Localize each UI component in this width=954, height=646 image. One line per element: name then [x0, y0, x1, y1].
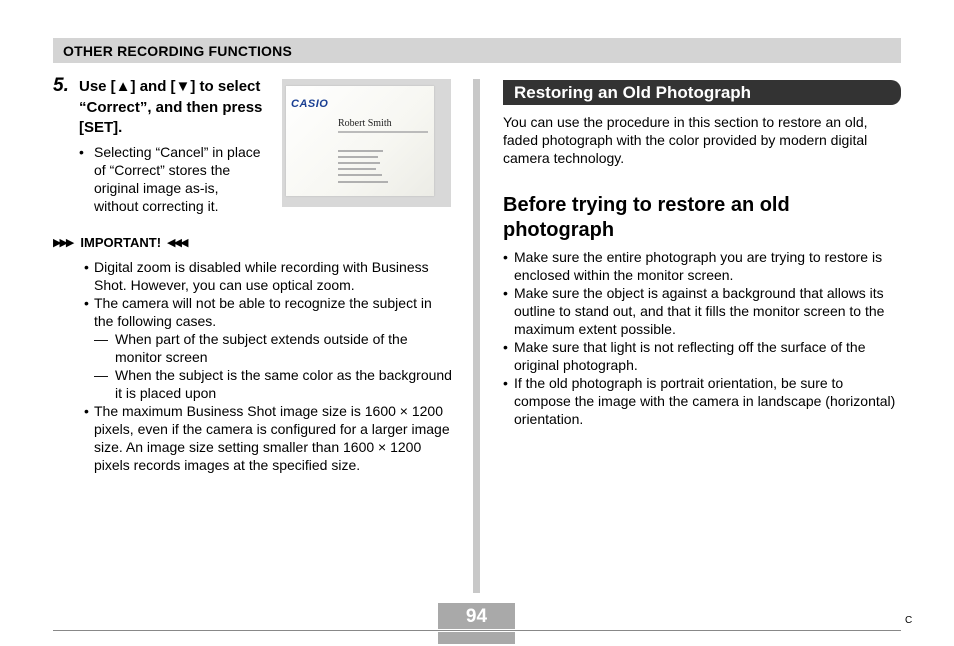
dash-icon: —	[94, 367, 108, 383]
list-item-text: Digital zoom is disabled while recording with Business Shot. However, you can use optical zoom.	[94, 259, 429, 293]
list-item	[84, 258, 452, 294]
bullet-icon: •	[503, 249, 508, 265]
page-number-box-tab	[438, 632, 515, 644]
subheading: Before trying to restore an old photograph	[503, 194, 790, 241]
list-item-text: Make sure that light is not reflecting off the surface of the original photograph.	[514, 339, 866, 373]
important-heading	[53, 235, 186, 250]
card-title-line	[338, 131, 428, 133]
sub-list-item-text: When part of the subject extends outside of the monitor screen	[115, 331, 408, 365]
sub-list-item	[84, 330, 452, 366]
bullet-icon: •	[503, 285, 508, 301]
list-item	[84, 402, 452, 474]
step-number: 5.	[53, 75, 69, 96]
important-label: IMPORTANT!	[80, 235, 162, 250]
precaution-list	[503, 248, 901, 428]
step-note	[79, 143, 264, 215]
list-item-text: The camera will not be able to recognize the subject in the following cases.	[94, 295, 432, 329]
bullet-icon: •	[503, 375, 508, 391]
page-number: 94	[465, 606, 488, 627]
chapter-title: OTHER RECORDING FUNCTIONS	[63, 43, 292, 59]
footer-rule	[53, 630, 901, 631]
arrows-right-icon: ▶▶▶	[53, 237, 73, 249]
arrows-left-icon: ◀◀◀	[167, 237, 187, 249]
list-item	[84, 294, 452, 330]
list-item-text: Make sure the entire photograph you are trying to restore is enclosed within the monitor screen.	[514, 249, 883, 283]
bullet-icon: •	[503, 339, 508, 355]
card-logo: CASIO	[291, 98, 329, 110]
section-title: Restoring an Old Photograph	[514, 83, 752, 102]
corner-mark: C	[905, 615, 913, 626]
card-text-line	[338, 162, 380, 164]
bullet-icon: •	[84, 403, 89, 419]
card-text-line	[338, 168, 376, 170]
card-text-line	[338, 150, 383, 152]
step-instruction: Use [▲] and [▼] to select “Correct”, and then press [SET].	[79, 78, 263, 136]
card-text-line	[338, 156, 378, 158]
list-item	[503, 248, 901, 284]
list-item-text: The maximum Business Shot image size is 1600 × 1200 pixels, even if the camera is configured for a larger image size. An image size setting smaller than 1600 × 1200 pixels records images at the specified size.	[94, 403, 450, 473]
list-item	[503, 284, 901, 338]
step-note-text: Selecting “Cancel” in place of “Correct” stores the original image as-is, without correcting it.	[94, 144, 261, 214]
bullet-icon: •	[84, 295, 89, 311]
list-item	[503, 374, 901, 428]
sub-list-item	[84, 366, 452, 402]
page-number-box	[438, 603, 515, 629]
card-text-line	[338, 181, 388, 183]
card-name: Robert Smith	[338, 118, 392, 129]
bullet-icon: •	[79, 144, 84, 160]
list-item	[79, 143, 264, 215]
section-intro: You can use the procedure in this section to restore an old, faded photograph with the color provided by modern digital camera technology.	[503, 114, 868, 166]
business-card-photo	[282, 79, 451, 207]
column-divider	[473, 79, 480, 593]
card-text-line	[338, 174, 382, 176]
business-card	[286, 86, 434, 196]
list-item	[503, 338, 901, 374]
important-list	[84, 258, 452, 474]
list-item-text: If the old photograph is portrait orientation, be sure to compose the image with the camera in landscape (horizontal) orientation.	[514, 375, 896, 427]
dash-icon: —	[94, 331, 108, 347]
chapter-header-bar	[53, 38, 901, 63]
section-title-bar	[503, 80, 901, 105]
bullet-icon: •	[84, 259, 89, 275]
sub-list-item-text: When the subject is the same color as the background it is placed upon	[115, 367, 452, 401]
list-item-text: Make sure the object is against a background that allows its outline to stand out, and that it fills the monitor screen to the maximum extent possible.	[514, 285, 885, 337]
